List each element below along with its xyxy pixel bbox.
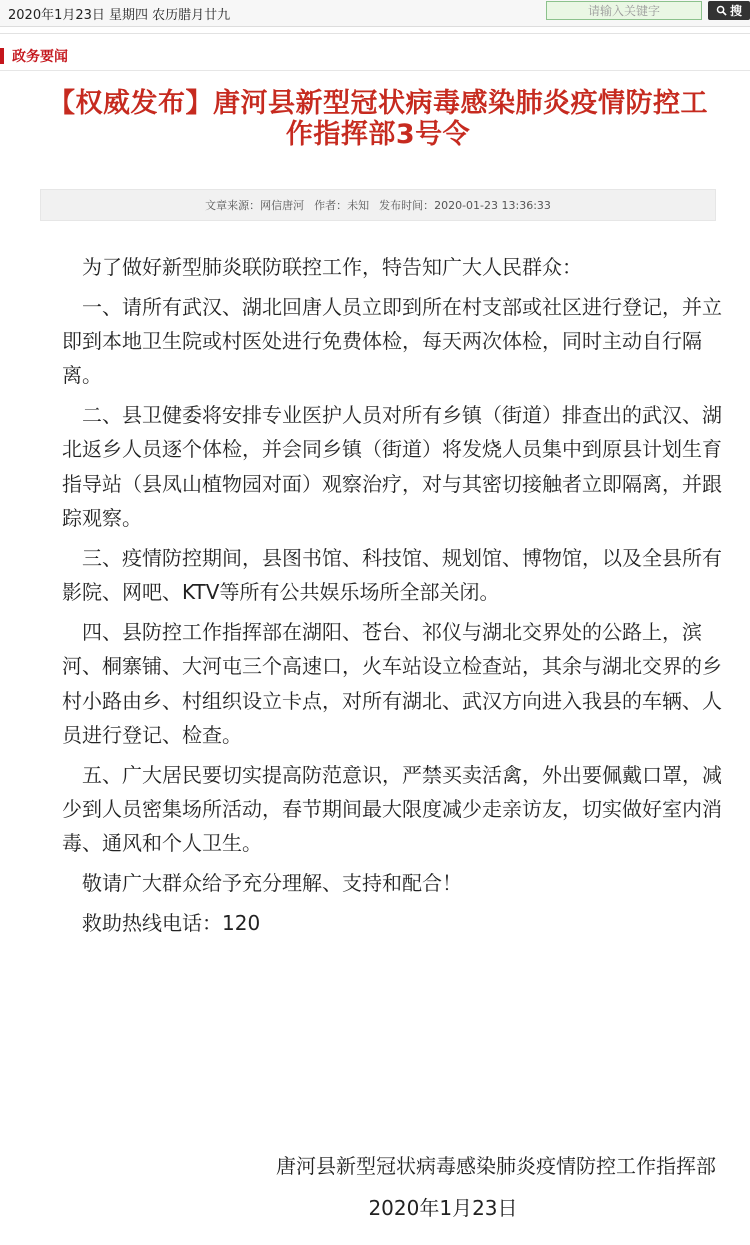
article-sign-date: 2020年1月23日 xyxy=(368,1196,518,1220)
divider xyxy=(0,33,750,34)
article-paragraph: 敬请广大群众给予充分理解、支持和配合！ xyxy=(82,871,462,896)
search-button[interactable] xyxy=(708,1,750,20)
article-paragraph: 五、广大居民要切实提高防范意识，严禁买卖活禽，外出要佩戴口罩，减少到人员密集场所活动，春节期间最大限度减少走亲访友，切实做好室内消毒、通风和个人卫生。 xyxy=(62,762,722,856)
article-paragraph: 三、疫情防控期间，县图书馆、科技馆、规划馆、博物馆，以及全县所有影院、网吧、KTV等所有公共娱乐场所全部关闭。 xyxy=(62,545,722,605)
article-source: 文章来源：网信唐河 xyxy=(205,199,305,212)
article-publish-time: 发布时间：2020-01-23 13:36:33 xyxy=(379,199,551,212)
article-title: 【权威发布】唐河县新型冠状病毒感染肺炎疫情防控工作指挥部3号令 xyxy=(48,88,708,150)
top-bar xyxy=(0,0,750,27)
article-paragraph: 为了做好新型肺炎联防联控工作，特告知广大人民群众： xyxy=(82,255,582,279)
section-header xyxy=(0,42,750,71)
current-date: 2020年1月23日 星期四 农历腊月廿九 xyxy=(8,8,231,23)
article-author: 作者：未知 xyxy=(314,199,370,212)
section-link-news[interactable]: 政务要闻 xyxy=(12,49,68,65)
article-signature: 唐河县新型冠状病毒感染肺炎疫情防控工作指挥部 xyxy=(276,1154,716,1178)
search-button-label: 搜 xyxy=(729,4,742,18)
search-input[interactable] xyxy=(546,1,702,20)
magnifier-icon xyxy=(716,5,727,16)
section-marker xyxy=(0,48,4,64)
article-paragraph: 救助热线电话：120 xyxy=(82,910,261,935)
article-paragraph: 一、请所有武汉、湖北回唐人员立即到所在村支部或社区进行登记，并立即到本地卫生院或村医处进行免费体检，每天两次体检，同时主动自行隔离。 xyxy=(62,294,722,388)
article-paragraph: 二、县卫健委将安排专业医护人员对所有乡镇（街道）排查出的武汉、湖北返乡人员逐个体检，并会同乡镇（街道）将发烧人员集中到原县计划生育指导站（县凤山植物园对面）观察治疗，对与其密切接触者立即隔离，并跟踪观察。 xyxy=(62,403,722,531)
article-body xyxy=(62,250,724,945)
article-paragraph: 四、县防控工作指挥部在湖阳、苍台、祁仪与湖北交界处的公路上，滨河、桐寨铺、大河屯三个高速口，火车站设立检查站，其余与湖北交界的乡村小路由乡、村组织设立卡点，对所有湖北、武汉方向进入我县的车辆、人员进行登记、检查。 xyxy=(62,619,722,748)
article-meta xyxy=(40,189,716,221)
